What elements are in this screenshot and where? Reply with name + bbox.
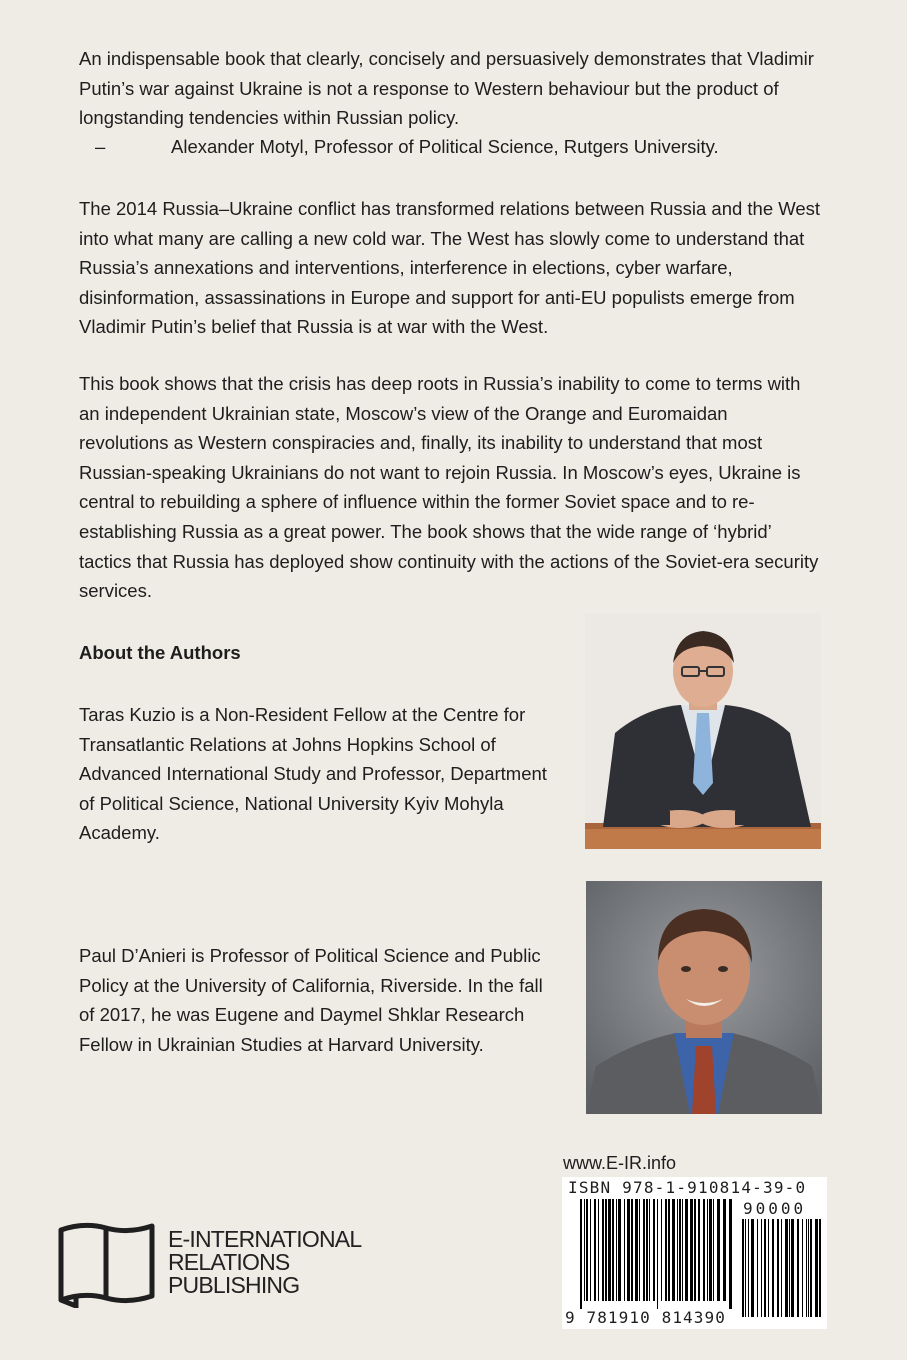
logo-line-3: PUBLISHING [168, 1272, 300, 1298]
about-authors-heading: About the Authors [79, 642, 241, 663]
attribution-text: Alexander Motyl, Professor of Political Science, Rutgers University. [171, 136, 719, 157]
attribution-dash: – [95, 136, 106, 157]
barcode-bar [665, 1199, 667, 1301]
barcode-bar [761, 1219, 762, 1317]
barcode-bar [713, 1199, 714, 1301]
barcode-bar [661, 1199, 662, 1301]
barcode-bar [748, 1219, 749, 1317]
barcode-bar [590, 1199, 591, 1301]
barcode-bar [772, 1219, 774, 1317]
barcode-bar [751, 1219, 754, 1317]
barcode-bar [690, 1199, 693, 1301]
barcode-bar [694, 1199, 696, 1301]
barcode-bar [679, 1199, 681, 1301]
barcode-bar [653, 1199, 655, 1301]
barcode-bar [810, 1219, 812, 1317]
barcode-bar [815, 1219, 818, 1317]
barcode-bar [649, 1199, 650, 1301]
barcode-bar [643, 1199, 645, 1301]
barcode-bar [602, 1199, 604, 1301]
author-photo-danieri [586, 881, 822, 1114]
barcode-bar [682, 1199, 683, 1301]
barcode-bar [757, 1219, 758, 1317]
logo-line-1: E-INTERNATIONAL [168, 1226, 362, 1252]
barcode-ean-digits: 9 781910 814390 [565, 1308, 726, 1327]
barcode-bar [598, 1199, 599, 1301]
barcode-bar [627, 1199, 630, 1301]
barcode-bar [616, 1199, 617, 1301]
barcode-bar [635, 1199, 638, 1301]
barcode-bar [586, 1199, 588, 1301]
barcode-bar [808, 1219, 809, 1317]
barcode-bar [594, 1199, 596, 1301]
barcode-bar [777, 1219, 779, 1317]
barcode-bar [819, 1219, 821, 1317]
barcode-bar [729, 1199, 732, 1309]
description-paragraph-2: This book shows that the crisis has deep roots in Russia’s inability to come to terms with an independent Ukrainian state, Moscow’s view of the Orange and Euromaidan revolutions as Western conspiracies and, finally, its inability to understand that most Russian-speaking Ukrainians do not want to rejoin Russia. In Moscow’s eyes, Ukraine is central to rebuilding a sphere of influence within the former Soviet space and to re-establishing Russia as a great power. The book shows that the wide range of ‘hybrid’ tactics that Russia has deployed show continuity with the actions of the Soviet-era security services. [79, 373, 819, 602]
barcode-bar [797, 1219, 799, 1317]
description-paragraph-1: The 2014 Russia–Ukraine conflict has transformed relations between Russia and the West into what many are calling a new cold war. The West has slowly come to understand that Russia’s annexations and interventions, interference in elections, cyber warfare, disinformation, assassinations in Europe and support for anti-EU populists emerge from Vladimir Putin’s belief that Russia is at war with the West. [79, 198, 821, 338]
barcode-bar [789, 1219, 790, 1317]
barcode-bar [608, 1199, 611, 1301]
barcode-bar [707, 1199, 708, 1301]
author-bio-kuzio: Taras Kuzio is a Non-Resident Fellow at the Centre for Transatlantic Relations at Johns Hopkins School of Advanced International Study and Professor, Department of Political Science, National University Kyiv Mohyla Academy. [79, 704, 547, 844]
barcode-bar [806, 1219, 807, 1317]
barcode-bar [709, 1199, 712, 1301]
barcode-bar [618, 1199, 621, 1301]
barcode-bar [802, 1219, 803, 1317]
isbn-barcode [562, 1177, 827, 1329]
barcode-bar [781, 1219, 782, 1317]
barcode-bar [723, 1199, 726, 1301]
logo-line-2: RELATIONS [168, 1249, 290, 1275]
publisher-website: www.E-IR.info [563, 1153, 677, 1173]
barcode-bar [685, 1199, 688, 1301]
barcode-bar [605, 1199, 607, 1301]
barcode-bar [580, 1199, 582, 1309]
barcode-bar [785, 1219, 788, 1317]
publisher-logo-text [168, 1228, 361, 1297]
barcode-bar [717, 1199, 720, 1301]
barcode-bar [768, 1219, 769, 1317]
barcode-bar [646, 1199, 648, 1301]
barcode-addon-digits: 90000 [743, 1199, 807, 1218]
barcode-bar [745, 1219, 746, 1317]
author-photo-kuzio [585, 613, 821, 849]
barcode-bar [657, 1199, 658, 1309]
barcode-bar [668, 1199, 670, 1301]
barcode-bar [791, 1219, 794, 1317]
barcode-bar [677, 1199, 678, 1301]
barcode-bar [703, 1199, 705, 1301]
barcode-bar [631, 1199, 633, 1301]
barcode-bar [698, 1199, 700, 1301]
barcode-bar [764, 1219, 766, 1317]
endorsement-text: An indispensable book that clearly, concisely and persuasively demonstrates that Vladimir Putin’s war against Ukraine is not a response to Western behaviour but the product of longstanding tendencies within Russian policy. [79, 48, 814, 129]
barcode-bar [742, 1219, 744, 1317]
barcode-bar [624, 1199, 625, 1301]
author-bio-danieri: Paul D’Anieri is Professor of Political Science and Public Policy at the University of California, Riverside. In the fall of 2017, he was Eugene and Daymel Shklar Research Fellow in Ukrainian Studies at Harvard University. [79, 945, 543, 1055]
barcode-bar [639, 1199, 640, 1301]
barcode-bar [672, 1199, 675, 1301]
endorsement-attribution [95, 132, 719, 162]
barcode-bar [584, 1199, 585, 1301]
isbn-label: ISBN 978-1-910814-39-0 [568, 1178, 807, 1197]
barcode-bar [612, 1199, 614, 1301]
